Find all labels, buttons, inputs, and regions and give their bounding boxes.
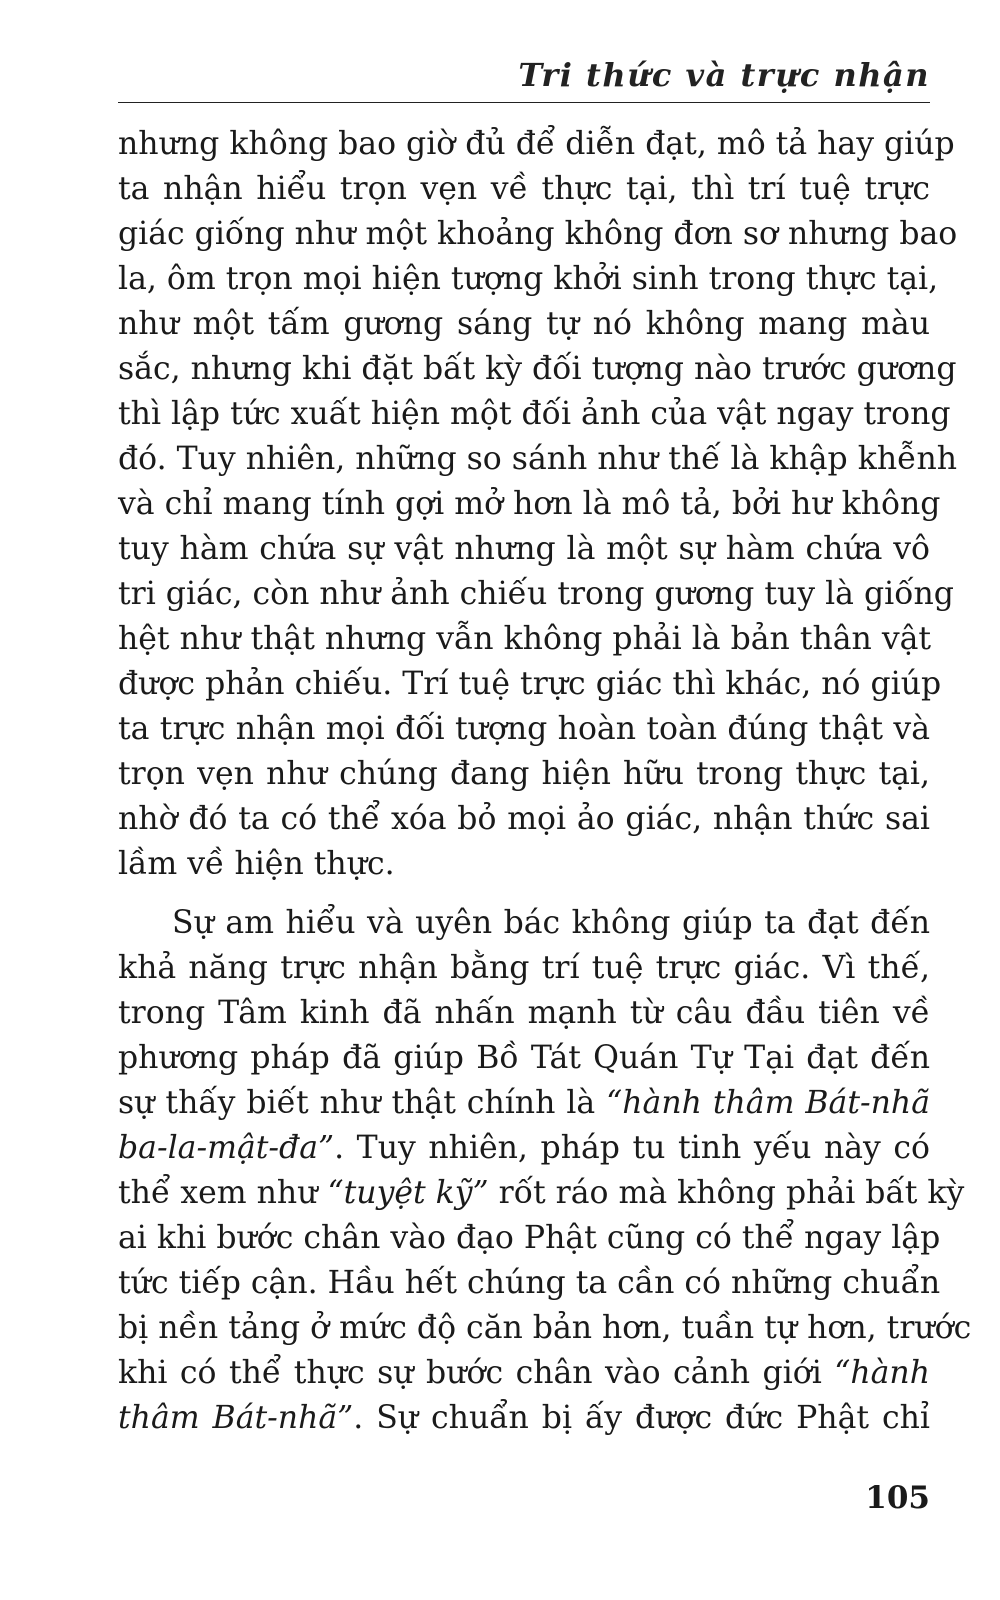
paragraph: [118, 122, 958, 887]
text-line: phương pháp đã giúp Bồ Tát Quán Tự Tại đạt đến: [118, 1040, 930, 1076]
text-line: [118, 1171, 965, 1216]
page-number: 105: [865, 1480, 930, 1516]
text-line: giác giống như một khoảng không đơn sơ nhưng bao: [118, 216, 958, 252]
text-line: tuy hàm chứa sự vật nhưng là một sự hàm chứa vô: [118, 531, 930, 567]
text-line: thì lập tức xuất hiện một đối ảnh của vật ngay trong: [118, 396, 951, 432]
text-line: ta nhận hiểu trọn vẹn về thực tại, thì trí tuệ trực: [118, 171, 930, 207]
text-line: [118, 1126, 930, 1171]
text-run: . Tuy nhiên, pháp tu tinh yếu này có: [334, 1130, 930, 1166]
text-line: lầm về hiện thực.: [118, 846, 395, 882]
text-run: khi có thể thực sự bước chân vào cảnh giới: [118, 1355, 835, 1391]
text-line: tức tiếp cận. Hầu hết chúng ta cần có những chuẩn: [118, 1265, 941, 1301]
italic-quote: thâm Bát-nhã”: [118, 1400, 354, 1436]
text-line: tri giác, còn như ảnh chiếu trong gương tuy là giống: [118, 576, 954, 612]
text-line: ai khi bước chân vào đạo Phật cũng có thể ngay lập: [118, 1220, 941, 1256]
text-run: rốt ráo mà không phải bất kỳ: [488, 1175, 965, 1211]
text-line: được phản chiếu. Trí tuệ trực giác thì khác, nó giúp: [118, 666, 942, 702]
text-run: sự thấy biết như thật chính là: [118, 1085, 607, 1121]
paragraph-gap: [118, 887, 930, 901]
text-run: thể xem như: [118, 1175, 328, 1211]
text-line: trong Tâm kinh đã nhấn mạnh từ câu đầu tiên về: [118, 995, 930, 1031]
italic-quote: “hành: [834, 1355, 930, 1391]
text-line: la, ôm trọn mọi hiện tượng khởi sinh trong thực tại,: [118, 261, 939, 297]
italic-quote: “hành thâm Bát-nhã: [606, 1085, 930, 1121]
text-line: đó. Tuy nhiên, những so sánh như thế là khập khễnh: [118, 441, 958, 477]
text-line: [118, 1351, 930, 1396]
running-title: Tri thức và trực nhận: [518, 56, 930, 94]
text-run: . Sự chuẩn bị ấy được đức Phật chỉ: [353, 1400, 930, 1436]
text-line: [118, 1081, 930, 1126]
text-line: sắc, nhưng khi đặt bất kỳ đối tượng nào trước gương: [118, 351, 957, 387]
text-line: hệt như thật nhưng vẫn không phải là bản thân vật: [118, 621, 932, 657]
italic-quote: “tuyệt kỹ”: [327, 1175, 489, 1211]
paragraph: [118, 901, 972, 1441]
text-line: nhờ đó ta có thể xóa bỏ mọi ảo giác, nhận thức sai: [118, 801, 930, 837]
text-line: như một tấm gương sáng tự nó không mang màu: [118, 306, 930, 342]
body-text: [118, 122, 972, 1441]
text-line: bị nền tảng ở mức độ căn bản hơn, tuần tự hơn, trước: [118, 1310, 972, 1346]
text-line: nhưng không bao giờ đủ để diễn đạt, mô tả hay giúp: [118, 126, 955, 162]
text-line: trọn vẹn như chúng đang hiện hữu trong thực tại,: [118, 756, 930, 792]
text-line: [118, 1396, 930, 1441]
italic-quote: ba-la-mật-đa”: [118, 1130, 335, 1166]
text-line: và chỉ mang tính gợi mở hơn là mô tả, bởi hư không: [118, 486, 941, 522]
text-line: Sự am hiểu và uyên bác không giúp ta đạt đến: [172, 905, 930, 941]
text-line: khả năng trực nhận bằng trí tuệ trực giác. Vì thế,: [118, 950, 930, 986]
text-line: ta trực nhận mọi đối tượng hoàn toàn đúng thật và: [118, 711, 930, 747]
running-header: [118, 52, 930, 103]
